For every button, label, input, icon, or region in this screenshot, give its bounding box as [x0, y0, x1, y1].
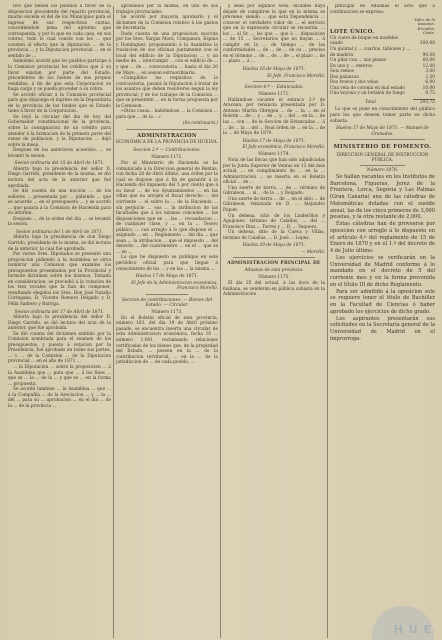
column-1	[6, 4, 113, 640]
paragraph: Un dehesa, sitio de los Linderillos y Aguijones, término de Calañas, ... del ... Francisco Diaz ... Torres y ... D. ... Vaquero.	[222, 213, 325, 230]
notice-dateline: Huelva 16 de Mayo de 1871.	[242, 67, 306, 73]
notice-dateline: Huelva 20 de Mayo de 1871.	[242, 243, 306, 249]
notice-number: Número 1175.	[258, 274, 290, 280]
lot-item-amount: 6,00	[425, 80, 435, 86]
paragraph: Despues ... de la orden del dia ... se levantó la sesion.	[8, 216, 111, 228]
paragraph: Asimismo acordó que los pueblos participe á la Comision provincial los créditos que á su favor existan por parte del Estado, procedentes de los bienes de sus propios vendidos, á fin de que esta Corporacion se haga cargo y se pueda proceder á su cobro.	[8, 59, 111, 93]
paragraph: ... la Diputacion ... sobre la proposicion ... á la Asamblea que ... para que ... á los fines ... que se ... la ... de la ... y que se ... en la forma ... propuesta.	[8, 365, 111, 387]
notice-number: Número 1173.	[151, 309, 183, 315]
paragraph: Se leyó la circular del dia de hoy del Gobernador constitucional de la provincia, sobre la consignacion de un crédito para atender á la formacion de la primera parte del censo de poblacion, y la Diputacion ... dejó sobre la mesa.	[8, 114, 111, 148]
paragraph: Abierta bajo la presidencia de don Diego Garrido, presidente de la misma, se dió lectura de la anterior, la cual fué aprobada.	[8, 235, 111, 252]
paragraph: «Otras cosas... habiéndose ... la Comision ... para que ... de la ...»	[115, 109, 218, 120]
section-subheading: Aduanas de esta provincia.	[244, 268, 304, 274]
session-dateline: Sesion ordinaria del 15 de Abril de 1871.	[14, 161, 105, 167]
notice-signature: El Jefe de la Administracion económica, Francisco Morelló.	[131, 280, 218, 292]
lot-title: LOTE ÚNICO.	[329, 28, 375, 35]
paragraph: Se acordó oficiar á la Comision provincial para que disponga el ingreso en la Depositaría de la provincia de los fondos que el Estado tiene á favor de la Corporacion.	[8, 92, 111, 115]
notice-number: Número 1171.	[151, 154, 183, 160]
paragraph: Se dió cuenta de una moción ... de los señores ... presentada por ... pidiendo ... que se acuerde ... en el presupuesto ... y se acordó ... que pasara á la Comision de Hacienda para su informe.	[8, 189, 111, 217]
lot-item-amount: 2,50	[425, 74, 435, 80]
lot-item-label: Seis remos	[329, 69, 354, 75]
paragraph: Los ejercicios se verificarán en la Universidad de Madrid conforme á lo mandado en el decreto de 5 del corriente mes y en la forma prevenida en el título III de dicho Reglamento.	[329, 254, 435, 288]
paragraph: Los aspirantes presentarán sus solicitudes en la Secretaría general de la Universidad de Madrid en el improrroga-	[329, 315, 435, 342]
stamp-lettering: H U E	[393, 623, 432, 636]
paragraph: Despues de los anteriores acuerdos, ... se levantó la sesion.	[8, 148, 111, 159]
lot-item-row	[330, 91, 435, 97]
column-layout	[6, 4, 437, 640]
lot-item-label: Dos trozos y dos velas	[329, 80, 379, 86]
lot-total-row	[330, 99, 435, 106]
section-divider	[360, 165, 405, 166]
lot-item-label: Un cuero de buque en muebles usado	[329, 35, 399, 47]
subsection-title: Seccion de contribuciones. — Bienes del Estado. — Circular.	[121, 297, 213, 309]
paragraph: Una suerte de tierra, ... de ... término de Gibraleon, ... al ... de la ... y Delgado.	[222, 185, 325, 197]
section-divider	[126, 129, 208, 130]
paragraph: «Cumplidos los requisitos de la convocatoria, pasará la Diputacion á tratar de los asuntos que deben resolverse segun la ley provincial, y de los trabajos de la Comision ... que se presenten ... en la forma propuesta por la Comision.	[115, 76, 218, 109]
session-dateline: Sesion ordinaria del 17 de Abril de 1871.	[14, 309, 105, 315]
lot-item-list	[330, 36, 435, 97]
lot-item-row	[330, 47, 435, 58]
lot-item-label: Un quintal y ... cuartos, tablones y ... de madera	[329, 47, 411, 58]
paragraph: Se dió cuenta del dictámen emitido por la Comision nombrada para el examen de los presupuestos, y puesto á votacion por la Presidencia, fué aprobado en todas sus partes, ... y ... de la Comision ... de la Diputacion provincial ... en el año de 1871 ...	[8, 331, 111, 365]
notice-number: Número 1174.	[258, 151, 290, 157]
paragraph: Una suerte de tierra ... de ... en el sitio ... de Gibraleon, rematada en D. ... Alejandro Piquet.	[222, 196, 325, 213]
paragraph: Abierta bajo la presidencia del señor D. Diego Garrido, se dió lectura del acta de la anterior, que fué aprobada.	[8, 315, 111, 332]
section-divider	[340, 139, 425, 140]
section-heading: ADMINISTRACION	[137, 133, 197, 140]
paragraph: principal de Aduanas el acto que á continuacion se expresa:	[329, 4, 435, 15]
paragraph: Nota de las fincas que han sido adjudicadas por la Junta Superior de Ventas en 13 del mes actual, ... en cumplimiento de ... en la ... Administracion ... se inserta en el Boletin oficial ... de ...	[222, 158, 325, 186]
lot-item-amount: 60,00	[422, 58, 435, 64]
lot-item-row	[330, 36, 435, 47]
paragraph: Lo que se pone en conocimiento del público para los que deseen tomar parte en dicha subasta.	[329, 107, 435, 124]
paragraph: Para ser admitido á la oposicion solo se requiere tener el título de Bachiller en la Facultad de Ciencias ó haber aprobado los ejercicios de dicho grado.	[329, 288, 435, 315]
lot-item-amount: 12,00	[422, 63, 435, 69]
lot-item-label: En uno y ... enteros	[329, 63, 373, 69]
subsection-title: Seccion 2.ª — Contribuciones.	[133, 148, 201, 154]
section-divider	[146, 294, 188, 295]
column-2	[114, 4, 220, 640]
paragraph: El dia 25 del actual, á las doce de la mañana, se venderán en pública subasta en la Administracion	[222, 281, 325, 298]
notice-signature: — Morelló.	[301, 249, 325, 255]
section-subheading: ECONÓMICA DE LA PROVINCIA DE HUELVA.	[115, 140, 219, 146]
lot-header	[330, 18, 435, 35]
section-heading: MINISTERIO DE FOMENTO.	[333, 144, 432, 151]
lot-item-label: Una boyona y un botalón de fuego	[329, 91, 405, 97]
notice-signature: El Jefe, Francisco Morelló.	[267, 73, 325, 79]
lot-item-amount: 200,00	[419, 41, 435, 47]
lot-item-label: Un pilar con ... sus piezas	[329, 58, 387, 64]
lot-item-amount: 90,00	[422, 52, 435, 58]
paragraph: Por el Ministerio de Hacienda se ha comunicado á la Direccion general de Rentas, con fecha 28 de Abril último, una órden por la cual se dispone que á fin de garantir á la Hacienda del impuesto del 5 por ciento que á su favor ... de los Ayuntamientos ... en las villas que no arrojen el fiscal derecho ... del corriente ... el sobre la ... de la Hacienda ... sin perjuicio ... sus ... la atribucion de las facultades que á los mismos conceden ... las disposiciones que en ... las ... recaudacion ... de cualquier clase, y ... en la ... Tesoro público, ... con arreglo á lo que dispone el ... asignado ... en ... Reglamento ... del dia ... que sean ... la atribucion ... que el impuesto ... del derecho ... del cuatrimestre ... en el ... que se ... en ...	[115, 161, 218, 255]
notice-dateline: Huelva 17 de Mayo de 1871.	[135, 274, 199, 280]
section-subheading: DIRECCION GENERAL DE INSTRUCCION PÚBLICA.	[336, 151, 429, 163]
notice-number: Número 1171.	[258, 91, 290, 97]
paragraph: Por varios Sres. Diputados se presentó una proposicion pidiendo á la Asamblea se sirva nombrar una Comision que examine los presupuestos presentados por la Provincial y formule dictámen sobre los mismos. Tomada en consideracion, se procedió á la votacion de los tres vocales que la han de componer, resultando elegidos los Sres. Don José Natalio Cortegana, D. Vicente Romero Delgado y D. Félix Santero y Barriga.	[8, 252, 111, 307]
section-divider	[233, 257, 315, 258]
notice-number: Número 1076.	[366, 167, 399, 173]
continuation-note: (Se continuará.)	[182, 121, 218, 127]
paragraph: Se acordó por mayoría aprobarlo y el dictamen de la Comision relativo á los gastos de Secretaría.	[115, 15, 218, 32]
lot-item-amount: 10,00	[422, 85, 435, 91]
paragraph: Lo que he dispuesto se publique en este periódico oficial para que llegue á conocimiento de los ... y en las ... la misma ...	[115, 255, 218, 272]
notice-dateline: Huelva 17 de Mayo de 1871. — Manuel de Granados.	[336, 126, 429, 137]
paragraph: y sean por algunos Sres. Alcaldes haya dejado de cumplirse lo que en la misma se previene, siendo ... que esta Dependencia ... conocer el verdadero valor de ... el servicio que en la expresada circular se recuerda, ... los ... al Sr. ... los que ... que á ... disposicion ... de 15 ... Secretarios que no hayan ... á cumplir en la ... de tiempo ... de las conformidades ... de ... de ... en su ... preciso en el término ... de ... de ... de ... el plazo ... de ... plazo ... á ...	[222, 4, 325, 65]
paragraph: Dada cuenta de una proposicion suscrita por los Sres. Vargas Mora, Companon, Espina y Domínguez, proponiendo á la Asamblea la traslacion de sus oficinas juntamente con el local del edificio de la Diputacion ... y un medio de ... interrumpir ... con el edificio de ... y que ... de ... convocatoria ... hasta el dia 20 de Mayo ... en sesion extraordinaria.	[115, 31, 218, 76]
lot-item-amount: 0,75	[425, 91, 435, 97]
column-4	[328, 4, 437, 640]
notice-dateline: Huelva 17 de Mayo de 1871.	[242, 138, 306, 144]
paragraph: aprobados por la misma, en uno de sus trabajos provinciales.	[115, 4, 218, 15]
paragraph: Hallándose vacante el estanco 2.º de Aracena, por renuncia presentada por D. Antonio Martin Obregon ... de ... la ... en el Boletin ... de ... y ... de ... y ... del ... en la ... de las ... con ... de la Seccion de Estancadas ... á ... de ... la ... del ... Real órden de ... en la ... de la ... de Mayo de 1870.	[222, 97, 325, 137]
session-dateline: Sesion ordinaria del 1 de Abril de 1871.	[15, 229, 103, 235]
subsection-title: Seccion 4.ª — Estancadas.	[244, 85, 304, 91]
section-divider	[253, 81, 295, 82]
lot-total-amount: 293,75	[413, 99, 435, 106]
paragraph: tivo que tienen los pueblos á favor de la disposicion precedente del reparto provincial, mucho excede el del de los Municipios para el ingreso de sus respectivas cuotas, concediéndole pena del apremio que corresponda, y por lo que en cada caso, en sus cobros, todo lo cual conste con los ... que consten al efecto que la diputacion ... de la provincia ... y la Diputacion provincial ... en el sentido de ...	[8, 4, 111, 59]
paragraph: Estas cátedras han de proveerse por oposicion con arreglo á lo dispuesto en el artículo 4.º del reglamento de 15 de Enero de 1870 y en el 1.º del decreto de 4 de Julio último.	[329, 221, 435, 255]
paragraph: Se hallan vacantes en los Institutos de Barcelona, Figueras, Jerez de la Frontera, Lorca, Segovia y Las Palmas (Gran Canaria) una de las cátedras de Matemáticas dotadas con el sueldo anual, las de los cinco primeros de 3,000 pesetas, y la otra restante de 2,000.	[329, 173, 435, 221]
lot-value-label: Valor de la tasacion. Escudos. Cénts.	[414, 17, 435, 35]
lot-total-label: Total	[365, 99, 376, 105]
paragraph: Un dehesa, sitio de la Cueva y Villas, término de Calañas, ... D. José ... Lopez.	[222, 230, 325, 241]
lot-item-label: Dos palancas	[329, 74, 359, 80]
lot-item-label: Una vela de cotonía en mal estado	[329, 85, 406, 91]
column-3	[221, 4, 327, 640]
notice-signature: El Jefe económico, Francisco Morelló.	[242, 145, 325, 151]
paragraph: Se acordó tambien ... la Asamblea ... que ... á la Compañía ... de la Asociacion ... y ... la ... del ... para su ... aprobacion ... en el dia ... de la ... de la provincia ...	[8, 387, 111, 409]
section-heading: ADMINISTRACION PRINCIPAL DE	[227, 261, 321, 267]
paragraph: Abierta bajo la presidencia del señor D. Diego Garrido, presidente de la misma, se dió lectura del acta de la anterior que fué aprobada.	[8, 166, 111, 189]
paragraph: En el Boletin oficial de esta provincia, número 163, del día 19 de Abril próximo pasado, se encuentra inserta una circular de esta Administracion económica, fecha 10 ... número 1.091, reclamando relaciones certificadas de los bienes que, de la propiedad del Estado, ... poseen en la ... de la contribucion territorial, ... en la ... de la jurisdiccion de ... de cada pueblo, ...	[115, 315, 218, 366]
lot-item-amount: 3,00	[425, 69, 435, 75]
